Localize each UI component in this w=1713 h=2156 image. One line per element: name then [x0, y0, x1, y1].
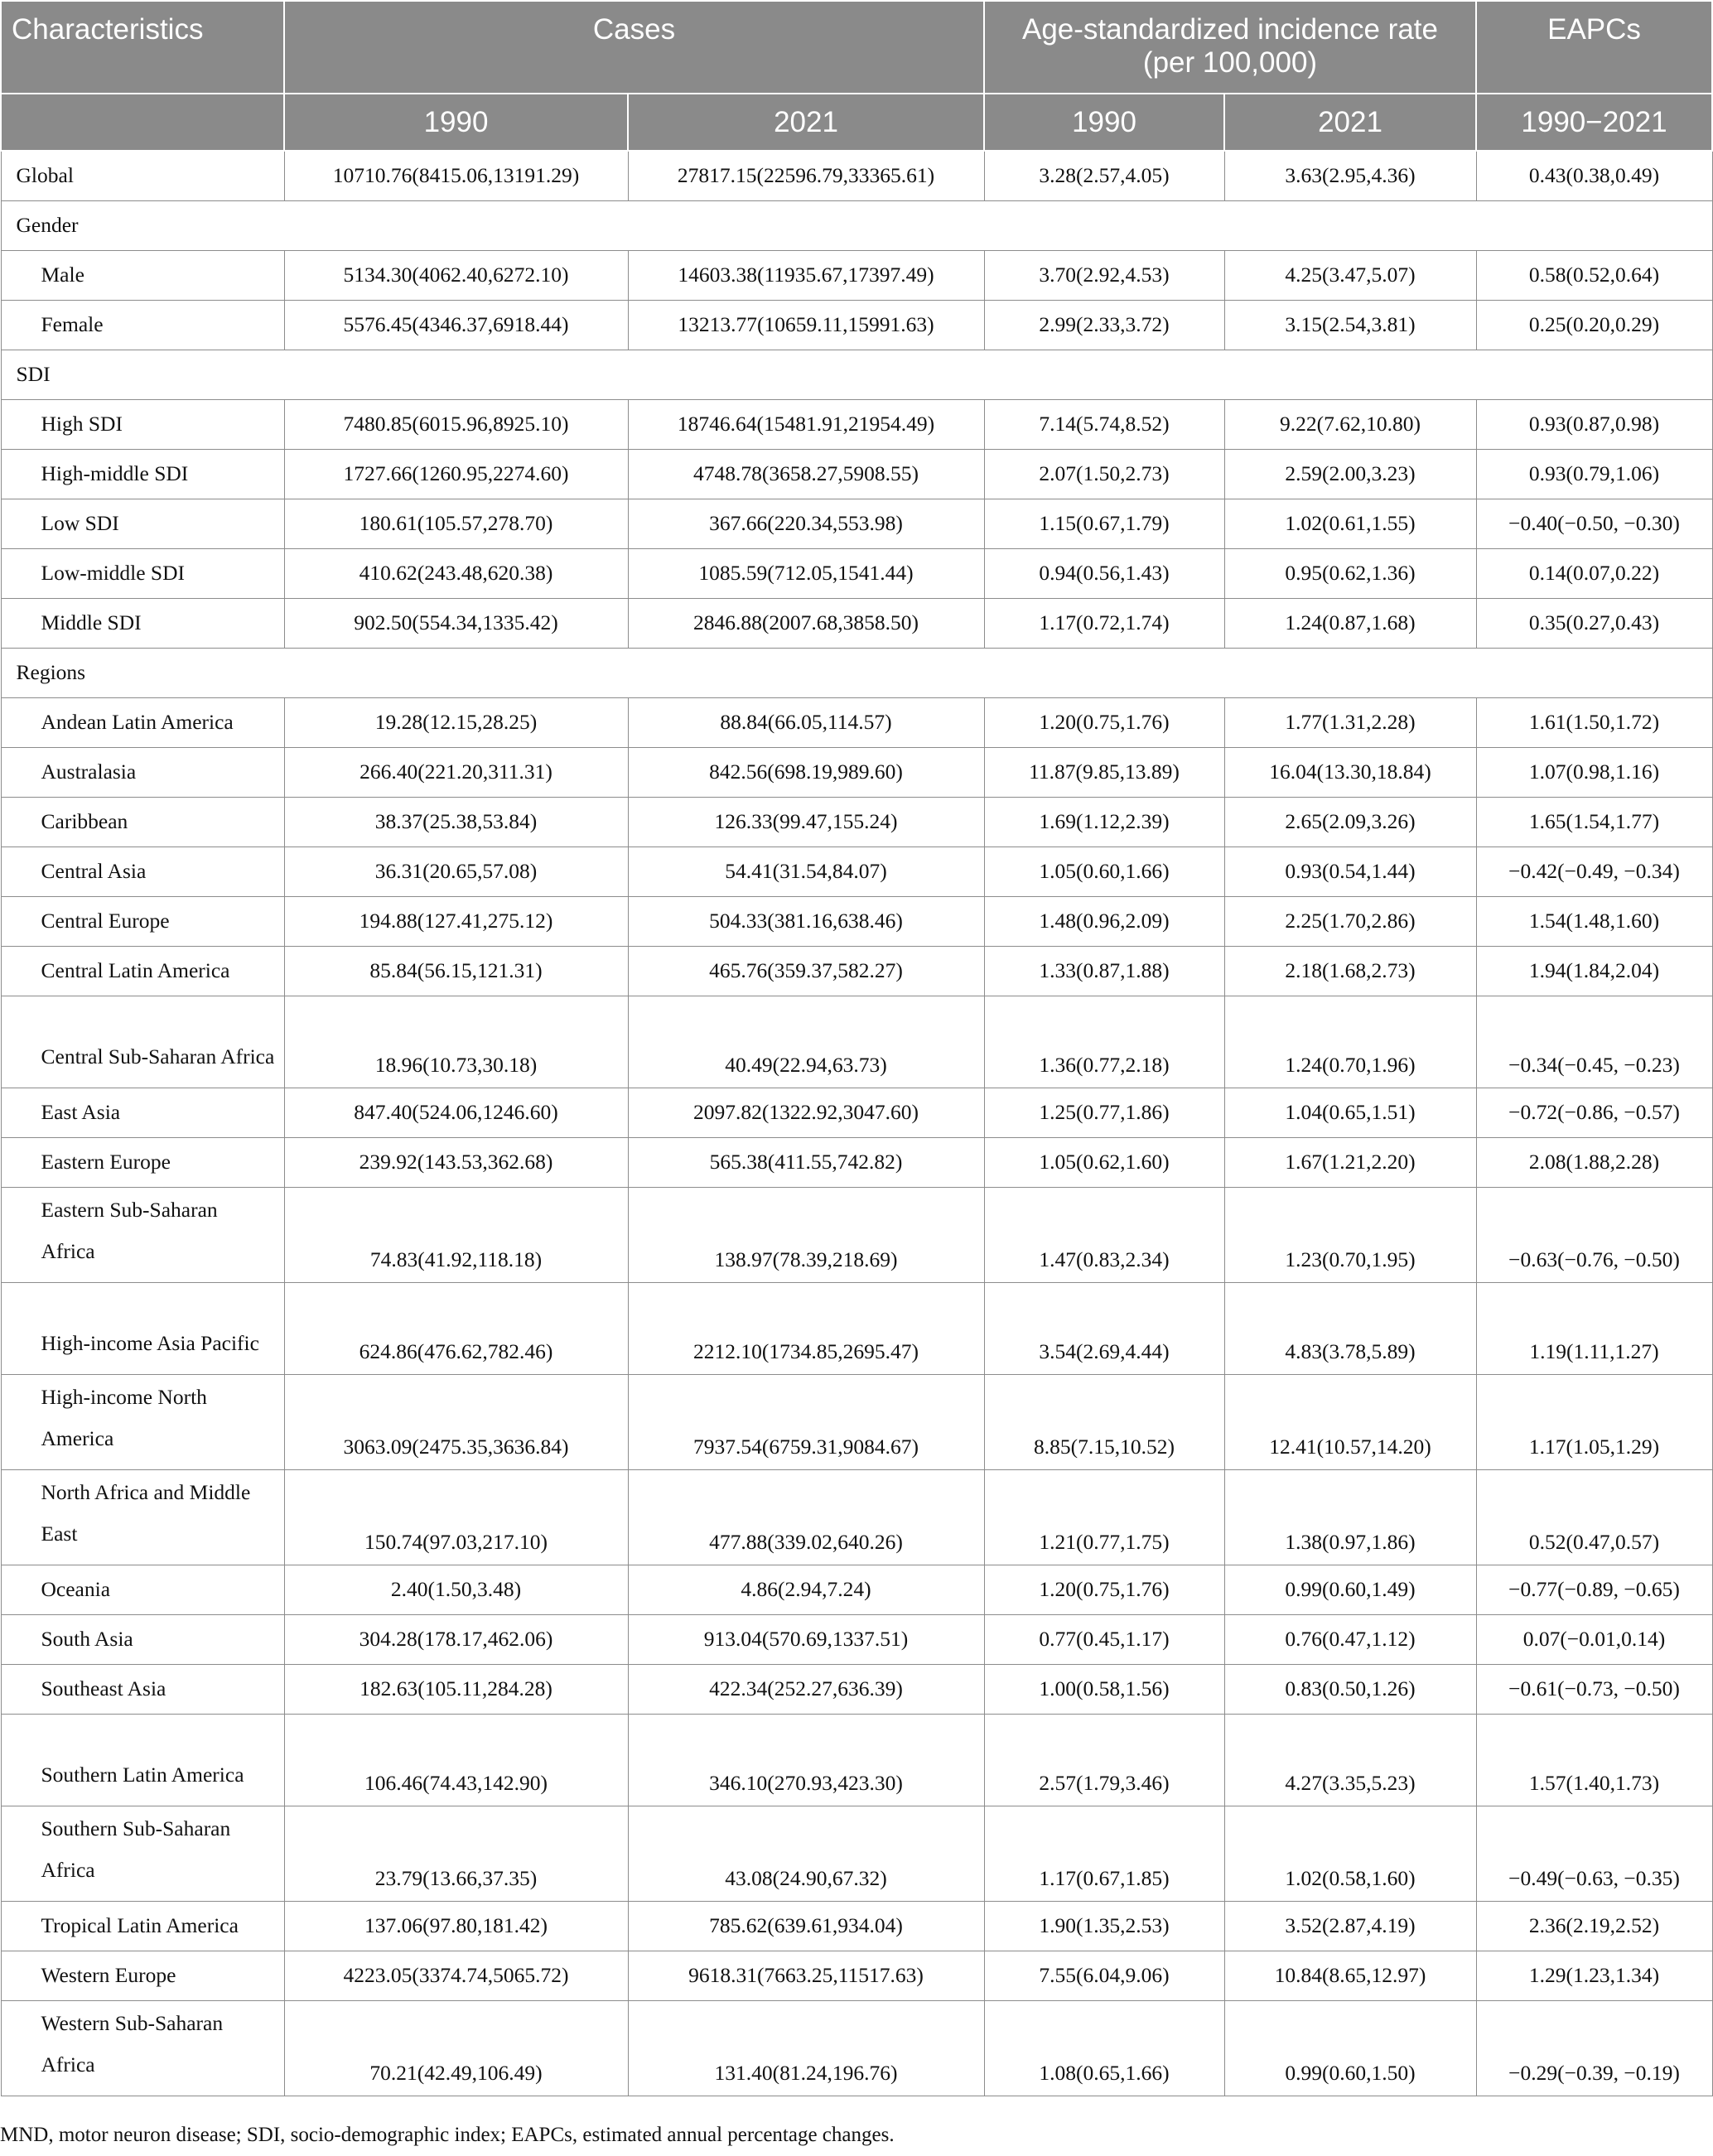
cell-eapc: −0.34(−0.45, −0.23) — [1476, 996, 1712, 1088]
table-row — [1, 747, 1712, 797]
table-row — [1, 1088, 1712, 1137]
row-label: Middle SDI — [1, 598, 284, 648]
cell-asir-2021: 2.59(2.00,3.23) — [1224, 449, 1476, 499]
table-row — [1, 1614, 1712, 1664]
row-label: Central Asia — [1, 846, 284, 896]
cell-eapc: 1.65(1.54,1.77) — [1476, 797, 1712, 846]
row-label: Western Sub-Saharan Africa — [1, 2000, 284, 2096]
row-label: Central Sub-Saharan Africa — [1, 996, 284, 1088]
cell-asir-2021: 3.63(2.95,4.36) — [1224, 151, 1476, 200]
table-row — [1, 697, 1712, 747]
cell-asir-2021: 9.22(7.62,10.80) — [1224, 399, 1476, 449]
cell-asir-1990: 2.07(1.50,2.73) — [984, 449, 1224, 499]
row-label: Australasia — [1, 747, 284, 797]
cell-asir-2021: 0.99(0.60,1.50) — [1224, 2000, 1476, 2096]
row-label: High SDI — [1, 399, 284, 449]
cell-cases-1990: 266.40(221.20,311.31) — [284, 747, 628, 797]
table-row — [1, 1565, 1712, 1614]
cell-eapc: −0.72(−0.86, −0.57) — [1476, 1088, 1712, 1137]
cell-eapc: 1.54(1.48,1.60) — [1476, 896, 1712, 946]
cell-cases-2021: 40.49(22.94,63.73) — [628, 996, 984, 1088]
row-label: Oceania — [1, 1565, 284, 1614]
table-row — [1, 548, 1712, 598]
cell-cases-1990: 10710.76(8415.06,13191.29) — [284, 151, 628, 200]
cell-asir-1990: 1.21(0.77,1.75) — [984, 1469, 1224, 1565]
cell-eapc: 0.07(−0.01,0.14) — [1476, 1614, 1712, 1664]
table-row — [1, 846, 1712, 896]
cell-asir-2021: 1.77(1.31,2.28) — [1224, 697, 1476, 747]
table-row — [1, 1951, 1712, 2000]
cell-cases-1990: 624.86(476.62,782.46) — [284, 1282, 628, 1374]
cell-asir-2021: 0.99(0.60,1.49) — [1224, 1565, 1476, 1614]
row-label: Southern Latin America — [1, 1714, 284, 1806]
cell-eapc: 0.43(0.38,0.49) — [1476, 151, 1712, 200]
row-label: Eastern Europe — [1, 1137, 284, 1187]
cell-eapc: −0.42(−0.49, −0.34) — [1476, 846, 1712, 896]
cell-cases-2021: 1085.59(712.05,1541.44) — [628, 548, 984, 598]
cell-eapc: 1.57(1.40,1.73) — [1476, 1714, 1712, 1806]
cell-cases-1990: 194.88(127.41,275.12) — [284, 896, 628, 946]
table-row — [1, 1901, 1712, 1951]
cell-asir-2021: 12.41(10.57,14.20) — [1224, 1374, 1476, 1469]
cell-eapc: 0.52(0.47,0.57) — [1476, 1469, 1712, 1565]
cell-asir-1990: 7.55(6.04,9.06) — [984, 1951, 1224, 2000]
cell-cases-1990: 85.84(56.15,121.31) — [284, 946, 628, 996]
header-cases-1990: 1990 — [284, 94, 628, 151]
header-characteristics: Characteristics — [1, 1, 284, 94]
table-row — [1, 449, 1712, 499]
cell-asir-1990: 1.17(0.67,1.85) — [984, 1806, 1224, 1901]
row-label: Low SDI — [1, 499, 284, 548]
cell-asir-1990: 2.99(2.33,3.72) — [984, 300, 1224, 350]
row-label: Andean Latin America — [1, 697, 284, 747]
section-row — [1, 200, 1712, 250]
table-row — [1, 1469, 1712, 1565]
cell-asir-1990: 1.36(0.77,2.18) — [984, 996, 1224, 1088]
cell-asir-1990: 1.15(0.67,1.79) — [984, 499, 1224, 548]
cell-asir-2021: 1.24(0.87,1.68) — [1224, 598, 1476, 648]
cell-cases-1990: 18.96(10.73,30.18) — [284, 996, 628, 1088]
cell-cases-1990: 1727.66(1260.95,2274.60) — [284, 449, 628, 499]
cell-cases-1990: 5576.45(4346.37,6918.44) — [284, 300, 628, 350]
table-row — [1, 499, 1712, 548]
row-label: High-income Asia Pacific — [1, 1282, 284, 1374]
row-label: Global — [1, 151, 284, 200]
row-label: High-income North America — [1, 1374, 284, 1469]
cell-eapc: −0.61(−0.73, −0.50) — [1476, 1664, 1712, 1714]
cell-cases-2021: 27817.15(22596.79,33365.61) — [628, 151, 984, 200]
row-label: Low-middle SDI — [1, 548, 284, 598]
cell-asir-2021: 1.23(0.70,1.95) — [1224, 1187, 1476, 1282]
cell-cases-1990: 74.83(41.92,118.18) — [284, 1187, 628, 1282]
cell-asir-1990: 1.69(1.12,2.39) — [984, 797, 1224, 846]
row-label: Male — [1, 250, 284, 300]
cell-cases-2021: 4.86(2.94,7.24) — [628, 1565, 984, 1614]
cell-asir-2021: 4.27(3.35,5.23) — [1224, 1714, 1476, 1806]
section-label: Regions — [1, 648, 1712, 697]
table-body — [1, 151, 1712, 2096]
cell-asir-2021: 3.52(2.87,4.19) — [1224, 1901, 1476, 1951]
cell-eapc: 0.14(0.07,0.22) — [1476, 548, 1712, 598]
cell-eapc: 1.17(1.05,1.29) — [1476, 1374, 1712, 1469]
row-label: High-middle SDI — [1, 449, 284, 499]
header-cases: Cases — [284, 1, 984, 94]
cell-asir-1990: 1.33(0.87,1.88) — [984, 946, 1224, 996]
table-row — [1, 1137, 1712, 1187]
cell-asir-1990: 3.70(2.92,4.53) — [984, 250, 1224, 300]
row-label: East Asia — [1, 1088, 284, 1137]
cell-cases-2021: 2097.82(1322.92,3047.60) — [628, 1088, 984, 1137]
cell-cases-2021: 18746.64(15481.91,21954.49) — [628, 399, 984, 449]
cell-eapc: −0.63(−0.76, −0.50) — [1476, 1187, 1712, 1282]
header-asir-2021: 2021 — [1224, 94, 1476, 151]
cell-asir-2021: 10.84(8.65,12.97) — [1224, 1951, 1476, 2000]
row-label: Central Europe — [1, 896, 284, 946]
row-label: Tropical Latin America — [1, 1901, 284, 1951]
cell-asir-2021: 0.95(0.62,1.36) — [1224, 548, 1476, 598]
cell-cases-1990: 4223.05(3374.74,5065.72) — [284, 1951, 628, 2000]
cell-eapc: −0.40(−0.50, −0.30) — [1476, 499, 1712, 548]
table-row — [1, 797, 1712, 846]
table-row — [1, 1714, 1712, 1806]
cell-cases-2021: 367.66(220.34,553.98) — [628, 499, 984, 548]
cell-cases-1990: 19.28(12.15,28.25) — [284, 697, 628, 747]
row-label: North Africa and Middle East — [1, 1469, 284, 1565]
table-row — [1, 1806, 1712, 1901]
table-row — [1, 1664, 1712, 1714]
cell-asir-1990: 11.87(9.85,13.89) — [984, 747, 1224, 797]
cell-asir-1990: 1.90(1.35,2.53) — [984, 1901, 1224, 1951]
cell-eapc: −0.77(−0.89, −0.65) — [1476, 1565, 1712, 1614]
header-asir-1990: 1990 — [984, 94, 1224, 151]
table-row — [1, 598, 1712, 648]
cell-cases-2021: 9618.31(7663.25,11517.63) — [628, 1951, 984, 2000]
row-label: Caribbean — [1, 797, 284, 846]
cell-eapc: −0.29(−0.39, −0.19) — [1476, 2000, 1712, 2096]
cell-asir-2021: 4.25(3.47,5.07) — [1224, 250, 1476, 300]
table-row — [1, 399, 1712, 449]
cell-asir-2021: 1.67(1.21,2.20) — [1224, 1137, 1476, 1187]
section-row — [1, 648, 1712, 697]
cell-asir-2021: 4.83(3.78,5.89) — [1224, 1282, 1476, 1374]
cell-asir-1990: 1.05(0.60,1.66) — [984, 846, 1224, 896]
cell-cases-2021: 504.33(381.16,638.46) — [628, 896, 984, 946]
cell-asir-2021: 16.04(13.30,18.84) — [1224, 747, 1476, 797]
row-label: Western Europe — [1, 1951, 284, 2000]
header-asir: Age-standardized incidence rate (per 100,000) — [984, 1, 1476, 94]
cell-cases-1990: 2.40(1.50,3.48) — [284, 1565, 628, 1614]
table-row — [1, 996, 1712, 1088]
cell-asir-2021: 3.15(2.54,3.81) — [1224, 300, 1476, 350]
row-label: Southeast Asia — [1, 1664, 284, 1714]
cell-cases-1990: 106.46(74.43,142.90) — [284, 1714, 628, 1806]
table-row — [1, 151, 1712, 200]
cell-asir-2021: 2.18(1.68,2.73) — [1224, 946, 1476, 996]
cell-asir-1990: 1.17(0.72,1.74) — [984, 598, 1224, 648]
cell-cases-2021: 2846.88(2007.68,3858.50) — [628, 598, 984, 648]
cell-asir-1990: 1.25(0.77,1.86) — [984, 1088, 1224, 1137]
section-label: SDI — [1, 350, 1712, 399]
row-label: Southern Sub-Saharan Africa — [1, 1806, 284, 1901]
table-row — [1, 2000, 1712, 2096]
cell-cases-1990: 70.21(42.49,106.49) — [284, 2000, 628, 2096]
cell-eapc: 2.08(1.88,2.28) — [1476, 1137, 1712, 1187]
cell-cases-2021: 465.76(359.37,582.27) — [628, 946, 984, 996]
table-row — [1, 1282, 1712, 1374]
cell-asir-2021: 0.83(0.50,1.26) — [1224, 1664, 1476, 1714]
cell-asir-1990: 3.28(2.57,4.05) — [984, 151, 1224, 200]
table-row — [1, 250, 1712, 300]
cell-cases-2021: 785.62(639.61,934.04) — [628, 1901, 984, 1951]
cell-cases-1990: 239.92(143.53,362.68) — [284, 1137, 628, 1187]
cell-cases-2021: 13213.77(10659.11,15991.63) — [628, 300, 984, 350]
table-row — [1, 946, 1712, 996]
cell-cases-1990: 5134.30(4062.40,6272.10) — [284, 250, 628, 300]
cell-cases-1990: 38.37(25.38,53.84) — [284, 797, 628, 846]
cell-cases-1990: 23.79(13.66,37.35) — [284, 1806, 628, 1901]
table-row — [1, 300, 1712, 350]
cell-asir-1990: 1.47(0.83,2.34) — [984, 1187, 1224, 1282]
cell-asir-2021: 1.24(0.70,1.96) — [1224, 996, 1476, 1088]
section-row — [1, 350, 1712, 399]
cell-cases-1990: 3063.09(2475.35,3636.84) — [284, 1374, 628, 1469]
cell-cases-1990: 182.63(105.11,284.28) — [284, 1664, 628, 1714]
cell-cases-2021: 14603.38(11935.67,17397.49) — [628, 250, 984, 300]
cell-asir-1990: 8.85(7.15,10.52) — [984, 1374, 1224, 1469]
cell-cases-2021: 54.41(31.54,84.07) — [628, 846, 984, 896]
cell-eapc: 1.19(1.11,1.27) — [1476, 1282, 1712, 1374]
cell-cases-1990: 7480.85(6015.96,8925.10) — [284, 399, 628, 449]
cell-cases-1990: 180.61(105.57,278.70) — [284, 499, 628, 548]
cell-asir-2021: 0.93(0.54,1.44) — [1224, 846, 1476, 896]
cell-asir-2021: 2.25(1.70,2.86) — [1224, 896, 1476, 946]
cell-cases-1990: 36.31(20.65,57.08) — [284, 846, 628, 896]
cell-eapc: 2.36(2.19,2.52) — [1476, 1901, 1712, 1951]
cell-cases-1990: 150.74(97.03,217.10) — [284, 1469, 628, 1565]
cell-asir-1990: 0.77(0.45,1.17) — [984, 1614, 1224, 1664]
cell-eapc: 0.93(0.79,1.06) — [1476, 449, 1712, 499]
cell-cases-2021: 346.10(270.93,423.30) — [628, 1714, 984, 1806]
table-header — [1, 1, 1712, 151]
cell-cases-1990: 902.50(554.34,1335.42) — [284, 598, 628, 648]
cell-eapc: −0.49(−0.63, −0.35) — [1476, 1806, 1712, 1901]
table-row — [1, 1374, 1712, 1469]
header-eapcs: EAPCs — [1476, 1, 1712, 94]
cell-cases-1990: 847.40(524.06,1246.60) — [284, 1088, 628, 1137]
cell-asir-1990: 2.57(1.79,3.46) — [984, 1714, 1224, 1806]
cell-cases-2021: 842.56(698.19,989.60) — [628, 747, 984, 797]
cell-asir-2021: 1.02(0.58,1.60) — [1224, 1806, 1476, 1901]
cell-eapc: 0.35(0.27,0.43) — [1476, 598, 1712, 648]
cell-cases-1990: 137.06(97.80,181.42) — [284, 1901, 628, 1951]
cell-asir-1990: 1.48(0.96,2.09) — [984, 896, 1224, 946]
cell-asir-1990: 1.00(0.58,1.56) — [984, 1664, 1224, 1714]
cell-cases-2021: 2212.10(1734.85,2695.47) — [628, 1282, 984, 1374]
cell-asir-1990: 3.54(2.69,4.44) — [984, 1282, 1224, 1374]
cell-eapc: 0.93(0.87,0.98) — [1476, 399, 1712, 449]
cell-cases-2021: 565.38(411.55,742.82) — [628, 1137, 984, 1187]
cell-eapc: 1.29(1.23,1.34) — [1476, 1951, 1712, 2000]
cell-asir-2021: 2.65(2.09,3.26) — [1224, 797, 1476, 846]
row-label: South Asia — [1, 1614, 284, 1664]
cell-eapc: 1.94(1.84,2.04) — [1476, 946, 1712, 996]
cell-cases-2021: 138.97(78.39,218.69) — [628, 1187, 984, 1282]
cell-eapc: 0.58(0.52,0.64) — [1476, 250, 1712, 300]
cell-cases-1990: 304.28(178.17,462.06) — [284, 1614, 628, 1664]
row-label: Female — [1, 300, 284, 350]
footnote: MND, motor neuron disease; SDI, socio-demographic index; EAPCs, estimated annual percentage changes. — [0, 2124, 895, 2146]
cell-cases-2021: 422.34(252.27,636.39) — [628, 1664, 984, 1714]
header-cases-2021: 2021 — [628, 94, 984, 151]
cell-asir-1990: 1.20(0.75,1.76) — [984, 1565, 1224, 1614]
header-eapc-period: 1990−2021 — [1476, 94, 1712, 151]
cell-cases-2021: 4748.78(3658.27,5908.55) — [628, 449, 984, 499]
cell-asir-2021: 0.76(0.47,1.12) — [1224, 1614, 1476, 1664]
cell-asir-1990: 1.08(0.65,1.66) — [984, 2000, 1224, 2096]
cell-cases-2021: 7937.54(6759.31,9084.67) — [628, 1374, 984, 1469]
cell-asir-1990: 1.05(0.62,1.60) — [984, 1137, 1224, 1187]
header-blank — [1, 94, 284, 151]
cell-asir-1990: 0.94(0.56,1.43) — [984, 548, 1224, 598]
cell-asir-2021: 1.02(0.61,1.55) — [1224, 499, 1476, 548]
table-row — [1, 896, 1712, 946]
cell-eapc: 1.07(0.98,1.16) — [1476, 747, 1712, 797]
cell-cases-2021: 913.04(570.69,1337.51) — [628, 1614, 984, 1664]
row-label: Central Latin America — [1, 946, 284, 996]
cell-asir-1990: 7.14(5.74,8.52) — [984, 399, 1224, 449]
cell-cases-2021: 131.40(81.24,196.76) — [628, 2000, 984, 2096]
section-label: Gender — [1, 200, 1712, 250]
cell-eapc: 1.61(1.50,1.72) — [1476, 697, 1712, 747]
cell-cases-2021: 43.08(24.90,67.32) — [628, 1806, 984, 1901]
cell-cases-2021: 88.84(66.05,114.57) — [628, 697, 984, 747]
cell-asir-1990: 1.20(0.75,1.76) — [984, 697, 1224, 747]
cell-asir-2021: 1.04(0.65,1.51) — [1224, 1088, 1476, 1137]
cell-cases-2021: 126.33(99.47,155.24) — [628, 797, 984, 846]
cell-eapc: 0.25(0.20,0.29) — [1476, 300, 1712, 350]
table-row — [1, 1187, 1712, 1282]
cell-asir-2021: 1.38(0.97,1.86) — [1224, 1469, 1476, 1565]
row-label: Eastern Sub-Saharan Africa — [1, 1187, 284, 1282]
cell-cases-1990: 410.62(243.48,620.38) — [284, 548, 628, 598]
cell-cases-2021: 477.88(339.02,640.26) — [628, 1469, 984, 1565]
